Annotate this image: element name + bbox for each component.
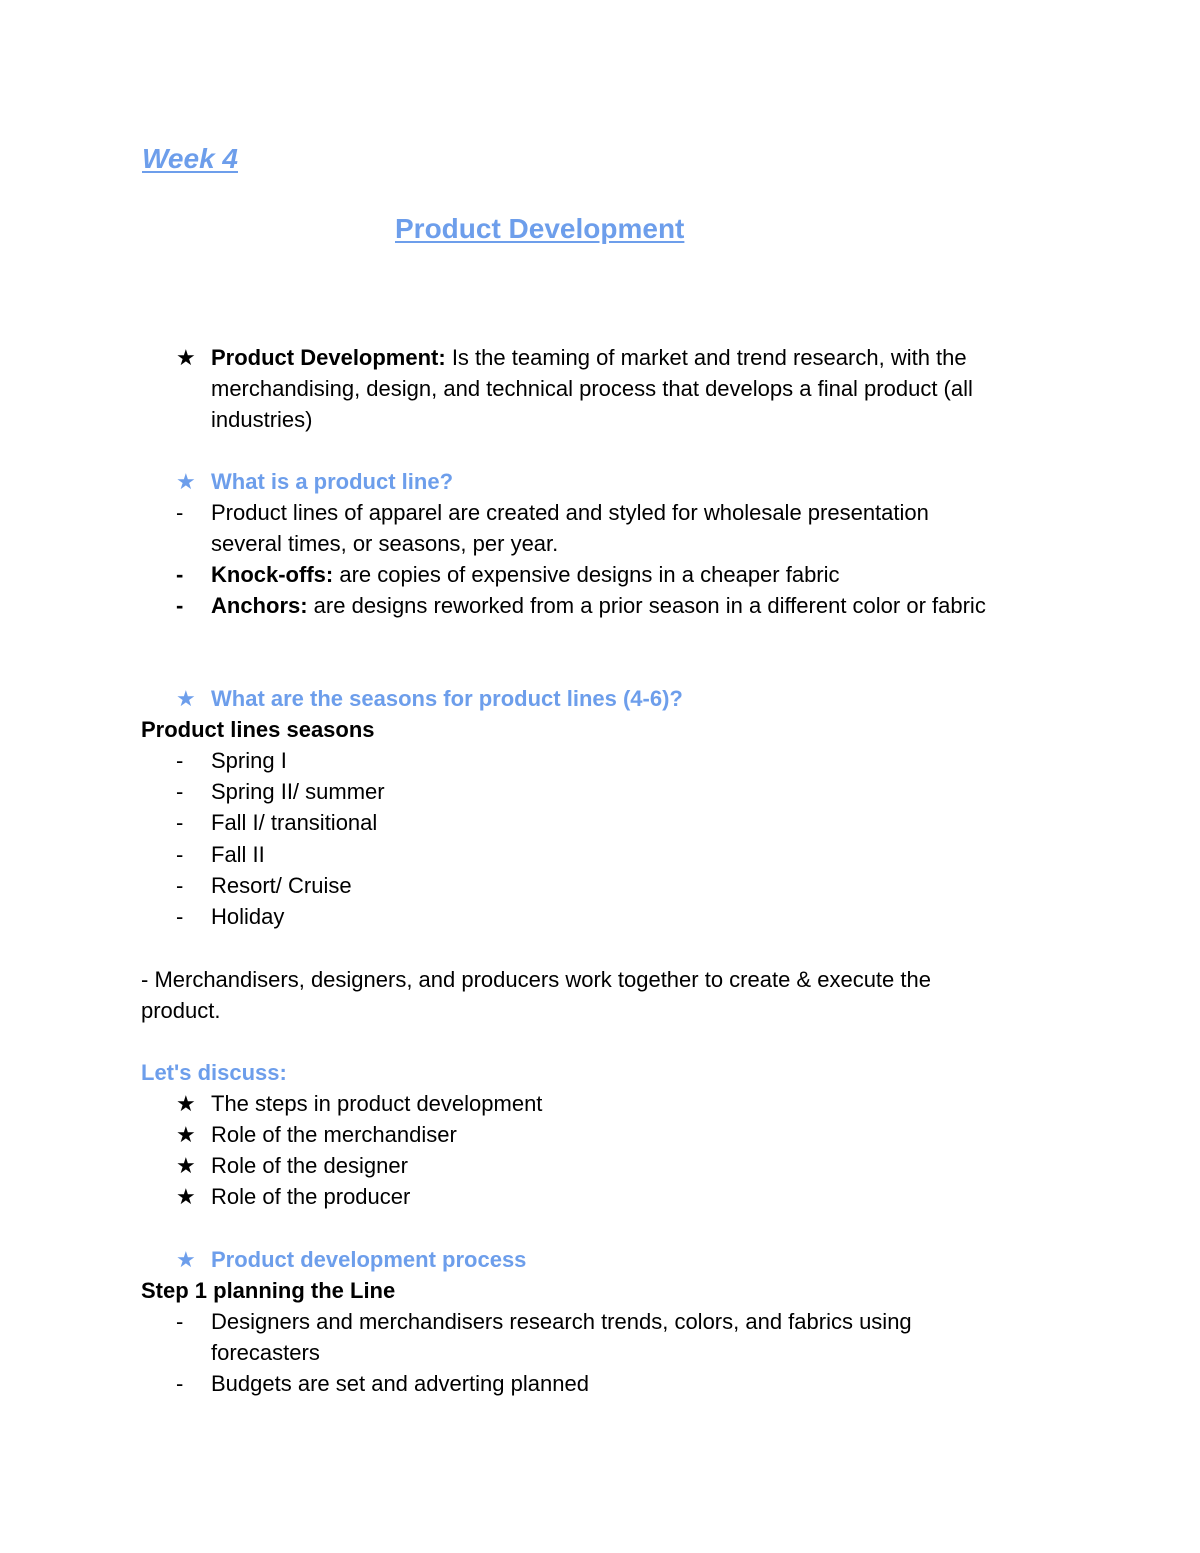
season-item: Spring I (211, 748, 287, 773)
definition-line-2: merchandising, design, and technical process that develops a final product (all (211, 376, 973, 401)
star-icon: ★ (176, 469, 196, 494)
anchors-text: are designs reworked from a prior season in a different color or fabric (307, 593, 986, 618)
definition-line-3: industries) (211, 407, 313, 432)
season-item: Spring II/ summer (211, 779, 385, 804)
dash-bullet: - (176, 593, 184, 618)
star-icon: ★ (176, 1153, 196, 1178)
process-heading: Product development process (211, 1247, 527, 1272)
season-item: Fall II (211, 842, 265, 867)
star-icon: ★ (176, 686, 196, 711)
product-line-item-1-cont: several times, or seasons, per year. (211, 531, 559, 556)
discuss-item: Role of the designer (211, 1153, 408, 1178)
dash-bullet: - (176, 562, 184, 587)
anchors-term: Anchors: (211, 593, 308, 618)
product-line-question: What is a product line? (211, 469, 454, 494)
star-icon: ★ (176, 1247, 196, 1272)
step-1-item-1-cont: forecasters (211, 1340, 320, 1365)
definition-text: Is the teaming of market and trend research, with the (445, 345, 967, 370)
season-item: Fall I/ transitional (211, 810, 378, 835)
knockoffs-text: are copies of expensive designs in a cheaper fabric (333, 562, 840, 587)
seasons-note-line-2: product. (141, 998, 221, 1023)
dash-bullet: - (176, 842, 184, 867)
anchors-item (211, 590, 986, 621)
knockoffs-term: Knock-offs: (211, 562, 334, 587)
season-item: Holiday (211, 904, 285, 929)
dash-bullet: - (176, 904, 184, 929)
week-heading: Week 4 (142, 143, 238, 174)
season-item: Resort/ Cruise (211, 873, 352, 898)
knockoffs-item (211, 559, 840, 590)
star-icon: ★ (176, 1184, 196, 1209)
dash-bullet: - (176, 500, 184, 525)
dash-bullet: - (176, 1371, 184, 1396)
definition-term: Product Development: (211, 345, 446, 370)
definition-line-1 (211, 342, 967, 373)
step-1-heading: Step 1 planning the Line (141, 1278, 396, 1303)
page-title: Product Development (395, 213, 685, 244)
seasons-note-line-1: - Merchandisers, designers, and producers work together to create & execute the (141, 967, 931, 992)
seasons-heading: Product lines seasons (141, 717, 375, 742)
seasons-question: What are the seasons for product lines (4-6)? (211, 686, 683, 711)
discuss-item: Role of the merchandiser (211, 1122, 457, 1147)
dash-bullet: - (176, 779, 184, 804)
discuss-item: The steps in product development (211, 1091, 543, 1116)
dash-bullet: - (176, 810, 184, 835)
dash-bullet: - (176, 748, 184, 773)
step-1-item-2: Budgets are set and adverting planned (211, 1371, 589, 1396)
discuss-item: Role of the producer (211, 1184, 411, 1209)
dash-bullet: - (176, 1309, 184, 1334)
dash-bullet: - (176, 873, 184, 898)
step-1-item-1: Designers and merchandisers research trends, colors, and fabrics using (211, 1309, 912, 1334)
star-icon: ★ (176, 345, 196, 370)
discuss-heading: Let's discuss: (141, 1060, 287, 1085)
star-icon: ★ (176, 1091, 196, 1116)
star-icon: ★ (176, 1122, 196, 1147)
product-line-item-1: Product lines of apparel are created and styled for wholesale presentation (211, 500, 929, 525)
